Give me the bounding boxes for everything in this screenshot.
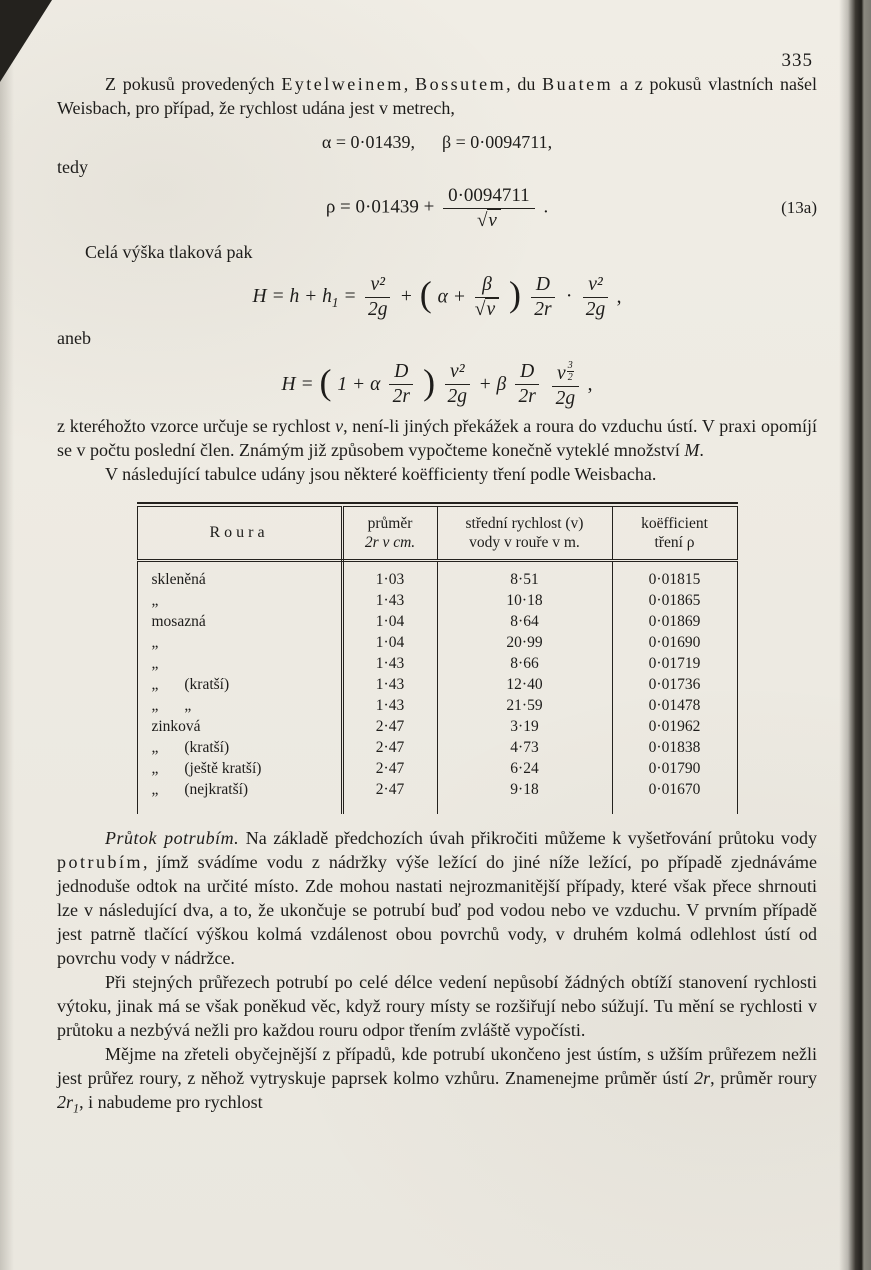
material: „ [151,592,159,610]
diameter-value: 1·43 [342,674,437,695]
diameter-value: 1·43 [342,653,437,674]
radical-sign: √ [476,209,488,231]
intro-sep1: , [403,74,416,94]
eq-h1-lhs [252,286,357,310]
diameter-value: 1·04 [342,632,437,653]
velocity-value: 12·40 [437,674,612,695]
eq-h1-comma: , [616,286,622,308]
velocity-value: 10·18 [437,590,612,611]
material: „ [151,739,159,757]
word-tedy: tedy [57,157,88,177]
equation-h1 [57,274,817,322]
mejme-seg1: Mějme na zřeteli obyčejnější z případů, kde potrubí ukončeno jest ústím, s užším průřezem nežli jest průřez roury, z něhož vytryskuje paprsek kolmo vzhůru. Znamenejme průměr ústí [57,1044,817,1089]
table-row [137,653,737,674]
fraction-D-2r: $\frac{D}{2r}$ [515,361,539,409]
page-number: 335 [781,50,813,71]
velocity-value: 6·24 [437,758,612,779]
fraction-v2-2g: $\frac{\text{v²}}{2g}$ [365,274,390,322]
vzorec-seg3: . [699,440,704,461]
intro-seg1: Z pokusů provedených [105,74,282,94]
coefficient-value: 0·01838 [648,739,701,757]
velocity-value: 4·73 [437,737,612,758]
paragraph-vzorec [57,414,817,462]
eq13a-period: . [543,196,549,218]
velocity-value: 8·51 [437,561,612,591]
friction-coefficients-table [137,506,738,814]
plus-beta: + β [478,373,507,395]
diameter-value: 2·47 [342,737,437,758]
variable-2r: 2r [694,1068,711,1089]
fraction-D-2r: $\frac{D}{2r}$ [531,274,555,322]
paragraph-tabulka: V následující tabulce udány jsou některé koëfficienty tření podle Weisbacha. [105,464,657,485]
eq-h1-equals: = [338,286,357,308]
book-edge-shadow [839,0,871,1270]
table-header-row [137,507,737,561]
coefficient-value: 0·01869 [648,613,701,631]
intro-seg2: a z pokusů vlastních našel Weisbach, pro případ, že rychlost udána jest v metrech, [57,74,817,118]
table-row [137,695,737,716]
prutok-seg2: , jímž svádíme vodu z nádržky výše ležící do jiné níže ležící, po případě zjednáváme jednoduše odtok na určité místo. Zde mohou nastati nejrozmanitější případy, které však přece shrnouti lze v následující dva, a to, že ukončuje se potrubí buď pod vodou nebo ve vzduchu. V prvním případě jest patrně tlačící výškou kolmá vzdálenost obou povrchů vody, v druhém kolmá odlehlost ústí od povrchu vody v nádržce. [57,852,817,969]
coefficient-value: 0·01865 [648,592,701,610]
material-note: (nejkratší) [184,781,249,799]
fraction-beta-sqrtv: $\frac{\beta}{√v}$ [475,274,499,322]
eq13a-denominator [443,209,535,232]
material: „ [151,697,159,715]
fraction-D-2r: $\frac{D}{2r}$ [389,361,413,409]
table-spacer-row [137,800,737,814]
table-row [137,611,737,632]
paragraph-prutok [57,826,817,970]
page-left-shadow [0,0,14,1270]
vzorec-seg2: , není-li jiných překážek a roura do vzduchu ústí. V praxi opomíjí se v počtu poslední člen. Známým již způsobem vypočteme konečně vyteklé množství [57,416,817,461]
alpha-plus: α + [437,286,466,308]
name-bossutem: Bossutem [415,74,507,94]
material-note: (kratší) [184,739,230,757]
velocity-value: 3·19 [437,716,612,737]
open-paren: ( [419,274,432,315]
word-aneb: aneb [57,327,91,348]
table-row [137,561,737,591]
variable-2r1: $2r_1$ [57,1092,80,1116]
book-page [57,50,817,1121]
coefficient-value: 0·01790 [648,760,701,778]
fraction-v2-2g: $\frac{\text{v²}}{2g}$ [583,274,608,322]
diameter-value: 1·04 [342,611,437,632]
velocity-value: 20·99 [437,632,612,653]
material-note: (kratší) [184,676,230,694]
diameter-value: 2·47 [342,716,437,737]
table-row [137,632,737,653]
diameter-value: 2·47 [342,758,437,779]
vzorec-seg1: z kteréhožto vzorce určuje se rychlost [57,416,336,437]
mejme-seg2: , průměr roury [710,1068,818,1089]
material: mosazná [151,613,206,631]
diameter-value: 1·43 [342,695,437,716]
intro-sep2: , du [506,74,543,94]
v-base: v [557,362,566,384]
eq13a-numerator: 0·0094711 [443,185,535,209]
coefficient-value: 0·01719 [648,655,701,673]
name-eytelweinem: Eytelweinem [281,74,404,94]
coefficient-value: 0·01670 [648,781,701,799]
variable-M: M [684,440,700,461]
eq-h2-comma: , [587,373,593,395]
equation-alpha-beta: α = 0·01439, β = 0·0094711, [321,132,553,152]
diameter-value: 2·47 [342,779,437,800]
coefficient-value: 0·01478 [648,697,701,715]
radicand-v: v [485,298,499,320]
eq-h1-subscript: 1 [331,294,339,310]
name-buatem: Buatem [542,74,614,94]
velocity-value: 8·64 [437,611,612,632]
material: „ [151,676,159,694]
table-row [137,737,737,758]
paragraph-prurezy: Při stejných průřezech potrubí po celé délce vedení nepůsobí žádných obtíží stanovení rychlosti výtoku, jinak má se však poněkud věc, když roury místy se rozšiřují nebo súžují. Tu mění se rychlosti v průtoku a nezbývá nežli pro každou rouru odpor třením zvláště vypočísti. [57,972,817,1041]
velocity-value: 21·59 [437,695,612,716]
material: „ [151,634,159,652]
equation-h2 [57,360,817,411]
line-cela-vyska: Celá výška tlaková pak [85,241,253,262]
page-corner-shadow [0,0,52,82]
coefficient-value: 0·01962 [648,718,701,736]
diameter-value: 1·03 [342,561,437,591]
intro-paragraph [57,72,817,120]
radicand-v: v [487,209,500,231]
radical-sign: √ [474,299,486,321]
material: „ [151,760,159,778]
coefficient-value: 0·01690 [648,634,701,652]
close-paren: ) [509,274,521,315]
eq-h1-lhs-text: H = h + h [252,286,332,308]
open-paren: ( [319,361,332,402]
coefficient-value: 0·01736 [648,676,701,694]
eq13a-fraction [443,185,535,232]
variable-v: v [335,416,344,437]
coefficient-value: 0·01815 [648,571,701,589]
material: skleněná [151,571,206,589]
header-koefficient: koëfficient tření ρ [612,507,737,561]
header-rychlost: střední rychlost (v) vody v rouře v m. [437,507,612,561]
material: zinková [151,718,201,736]
table-row [137,716,737,737]
fraction-v2-2g: $\frac{\text{v²}}{2g}$ [445,361,470,409]
lead-prutok-potrubim: Průtok potrubím. [105,828,240,849]
plus-sign: + [400,286,412,308]
prutok-seg1: Na základě předchozích úvah přikročiti můžeme k vyšetřování průtoku vody [239,828,817,849]
equation-tag-13a: (13a) [781,198,817,218]
equation-13a [57,185,817,232]
table-row [137,674,737,695]
header-prumer: průměr 2r v cm. [342,507,437,561]
material-note: (ještě kratší) [184,760,262,778]
material-note: „ [184,697,192,715]
friction-table-frame [137,502,738,814]
velocity-value: 9·18 [437,779,612,800]
eq13a-lhs: ρ = 0·01439 + [325,196,435,218]
exponent-three-halves: $\frac{3}{2}$ [567,359,573,383]
close-paren: ) [423,361,436,402]
material: „ [151,655,159,673]
eq-h2-lhs: H = [281,373,314,395]
spaced-potrubim: potrubím [57,852,143,873]
table-row [137,758,737,779]
velocity-value: 8·66 [437,653,612,674]
cdot-sign: · [565,286,573,308]
paragraph-mejme [57,1042,817,1121]
mejme-seg3: , i nabudeme pro rychlost [79,1092,263,1113]
table-row [137,590,737,611]
diameter-value: 1·43 [342,590,437,611]
table-row [137,779,737,800]
material: „ [151,781,159,799]
header-roura: Roura [137,507,342,561]
fraction-v32-2g: v $\frac{3}{2}$ 2g [552,360,579,411]
one-plus-alpha: 1 + α [337,373,381,395]
